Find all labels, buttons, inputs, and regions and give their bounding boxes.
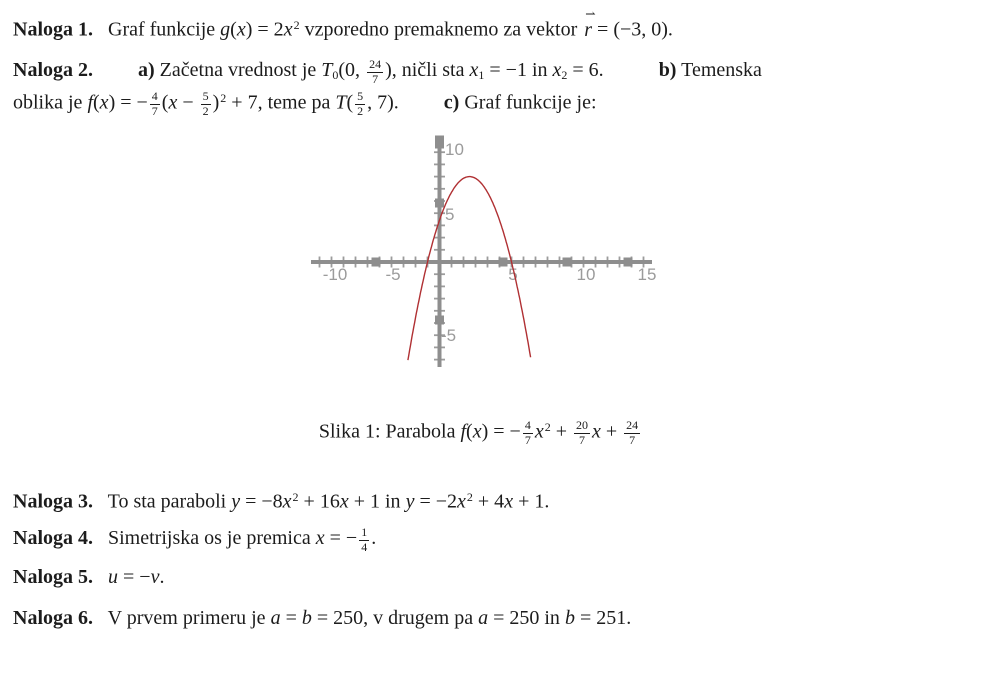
task-2-text-line-1: Naloga 2. a) Začetna vrednost je T0(0, $\frac{24}{7}$ ), ničli sta x1 = −1 in x2 = 6. b) Temenska: [13, 56, 762, 86]
parabola-plot: [295, 130, 665, 380]
task-4-text: Naloga 4. Simetrijska os je premica x = − $\frac{1}{4}$ .: [13, 524, 377, 554]
task-3-text: Naloga 3. To sta paraboli $y = -8x^2 + 16x + 1$ in $y = -2x^2 + 4x + 1$.: [13, 490, 550, 513]
task-1-text: Naloga 1. Graf funkcije $g(x) = 2x^2$ vzporedno premaknemo za vektor ⇀ r = (−3, 0).: [13, 6, 673, 41]
task-6-text: Naloga 6. V prvem primeru je a = b = 250, v drugem pa a = 250 in b = 251.: [13, 607, 632, 629]
figure-caption: Slika 1: Parabola f(x) = − $\frac{4}{7}$ $x^2$ + $\frac{20}{7}$ x + $\frac{24}{7}$: [318, 418, 639, 448]
task-2-text-line-2: oblika je f(x) = − $\frac{4}{7}$ (x − $\frac{5}{2}$ )$^2$ + 7, teme pa T( $\frac{5}{2}$ , 7). c) Graf funkcije je:: [13, 89, 597, 119]
svg-text:-5: -5: [385, 265, 401, 284]
svg-text:-5: -5: [441, 326, 457, 345]
svg-text:5: 5: [445, 205, 455, 224]
svg-text:10: 10: [576, 265, 596, 284]
svg-text:5: 5: [508, 265, 518, 284]
svg-text:-10: -10: [322, 265, 348, 284]
task-5-text: Naloga 5. u = −v.: [13, 566, 165, 588]
svg-text:15: 15: [637, 265, 657, 284]
svg-text:10: 10: [445, 140, 464, 159]
figure-parabola-graph: [295, 130, 665, 380]
